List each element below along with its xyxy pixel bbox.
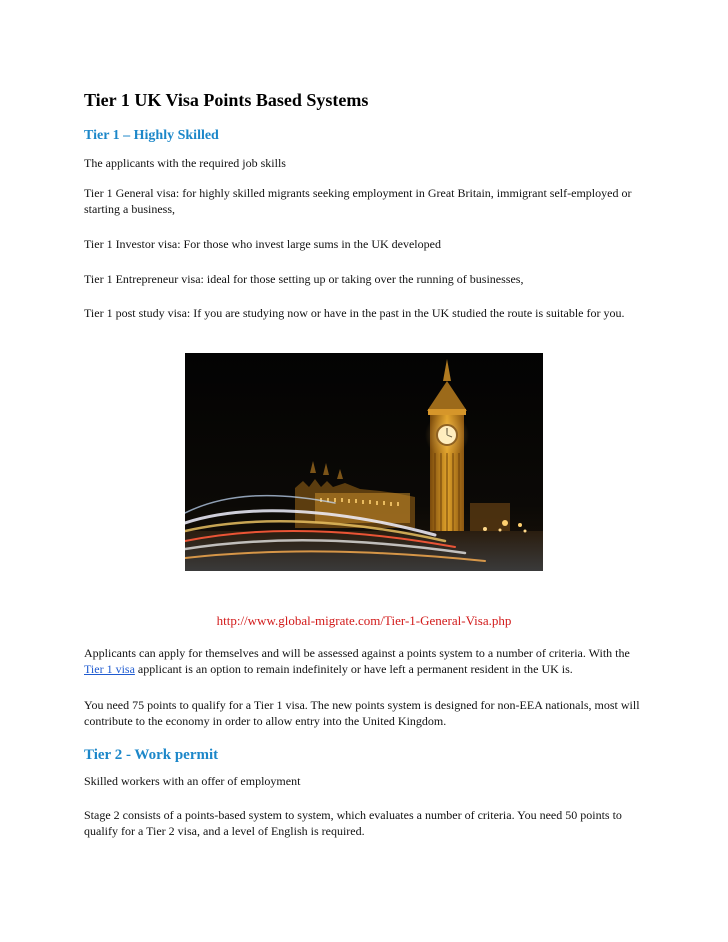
- apply-text-start: Applicants can apply for themselves and will be assessed against a points system to a number of criteria. With the: [84, 646, 630, 660]
- page-title: Tier 1 UK Visa Points Based Systems: [84, 90, 369, 110]
- tier2-intro: Skilled workers with an offer of employment: [84, 774, 301, 788]
- tier2-points-paragraph: Stage 2 consists of a points-based system to system, which evaluates a number of criteria. You need 50 points to qualify for a Tier 2 visa, and a level of English is required.: [84, 808, 622, 838]
- tier1-investor-paragraph: Tier 1 Investor visa: For those who invest large sums in the UK developed: [84, 237, 441, 251]
- section-heading-tier1: Tier 1 – Highly Skilled: [84, 128, 219, 143]
- image-caption-url[interactable]: http://www.global-migrate.com/Tier-1-General-Visa.php: [216, 613, 512, 628]
- tier1-intro: The applicants with the required job skills: [84, 156, 286, 170]
- tier1-post-study-paragraph: Tier 1 post study visa: If you are studying now or have in the past in the UK studied the route is suitable for you.: [84, 306, 625, 320]
- big-ben-night-photo: [185, 353, 543, 571]
- tier1-general-paragraph: Tier 1 General visa: for highly skilled migrants seeking employment in Great Britain, immigrant self-employed or starting a business,: [84, 186, 632, 216]
- tier1-entrepreneur-paragraph: Tier 1 Entrepreneur visa: ideal for those setting up or taking over the running of businesses,: [84, 272, 524, 286]
- tier1-points-paragraph: You need 75 points to qualify for a Tier 1 visa. The new points system is designed for non-EEA nationals, most will contribute to the economy in order to allow entry into the United Kingdom.: [84, 698, 640, 728]
- tier1-apply-paragraph: [84, 645, 644, 677]
- tier1-visa-link[interactable]: Tier 1 visa: [84, 662, 135, 676]
- section-heading-tier2: Tier 2 - Work permit: [84, 747, 219, 763]
- apply-text-end: applicant is an option to remain indefinitely or have left a permanent resident in the UK is.: [134, 662, 573, 676]
